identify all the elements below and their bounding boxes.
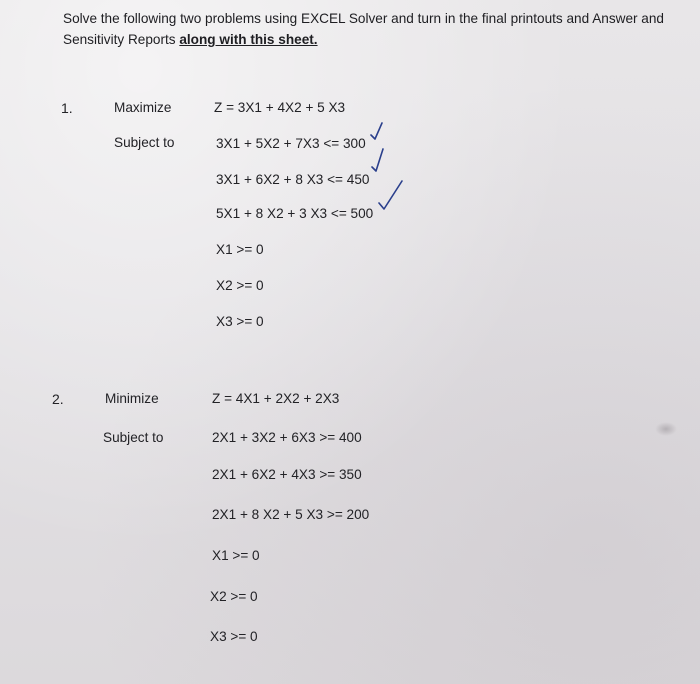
problem-2-constraint-1: 2X1 + 3X2 + 6X3 >= 400 bbox=[212, 430, 362, 445]
problem-2-constraint-3: 2X1 + 8 X2 + 5 X3 >= 200 bbox=[212, 507, 370, 522]
instructions-line-1: Solve the following two problems using EXCEL Solver and turn in the final printouts and Answer and bbox=[63, 11, 664, 26]
checkmark-icon bbox=[368, 118, 388, 144]
problem-1-objective: Z = 3X1 + 4X2 + 5 X3 bbox=[214, 100, 346, 115]
problem-1-constraint-2: 3X1 + 6X2 + 8 X3 <= 450 bbox=[216, 172, 370, 187]
instructions-emphasis: along with this sheet. bbox=[179, 32, 318, 47]
problem-1-number: 1. bbox=[61, 100, 73, 116]
checkmark-icon bbox=[368, 145, 388, 175]
problem-1-constraint-1: 3X1 + 5X2 + 7X3 <= 300 bbox=[216, 136, 366, 151]
instructions-line-2: Sensitivity Reports bbox=[63, 32, 180, 47]
problem-1-constraint-4: X1 >= 0 bbox=[216, 242, 264, 257]
problem-2-objective-label: Minimize bbox=[105, 391, 159, 406]
instructions bbox=[63, 8, 693, 50]
problem-1-constraints-label: Subject to bbox=[114, 135, 175, 150]
paper-smudge bbox=[655, 422, 677, 436]
problem-2-constraint-5: X2 >= 0 bbox=[210, 589, 258, 604]
problem-2-constraints-label: Subject to bbox=[103, 430, 164, 445]
problem-2-objective: Z = 4X1 + 2X2 + 2X3 bbox=[212, 391, 340, 406]
problem-1-constraint-6: X3 >= 0 bbox=[216, 314, 264, 329]
problem-1-constraint-3: 5X1 + 8 X2 + 3 X3 <= 500 bbox=[216, 206, 374, 221]
checkmark-icon bbox=[376, 176, 406, 216]
problem-2-constraint-2: 2X1 + 6X2 + 4X3 >= 350 bbox=[212, 467, 362, 482]
problem-2-number: 2. bbox=[52, 391, 64, 407]
problem-2-constraint-6: X3 >= 0 bbox=[210, 629, 258, 644]
problem-1-objective-label: Maximize bbox=[114, 100, 172, 115]
problem-2-constraint-4: X1 >= 0 bbox=[212, 548, 260, 563]
problem-1-constraint-5: X2 >= 0 bbox=[216, 278, 264, 293]
